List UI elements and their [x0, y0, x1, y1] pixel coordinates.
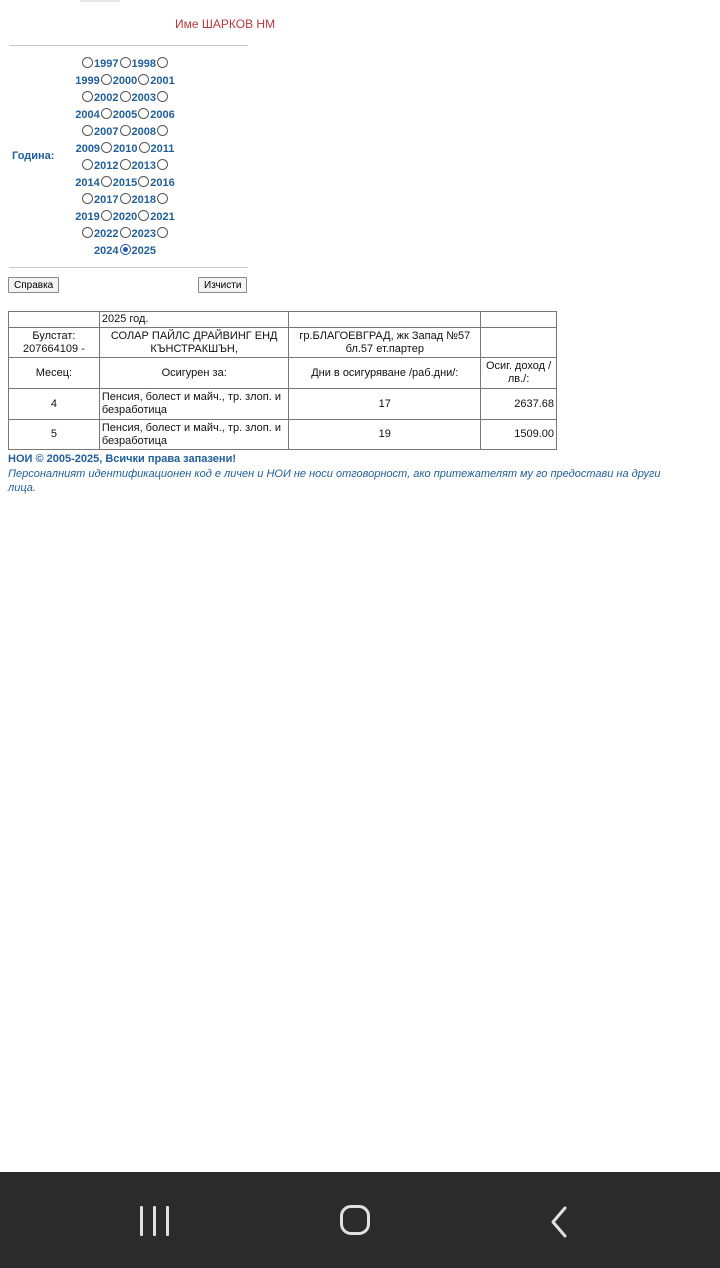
year-option-label[interactable]: 2015	[112, 177, 138, 189]
row-days: 19	[289, 420, 481, 450]
year-row	[60, 56, 190, 73]
year-radio[interactable]	[138, 210, 149, 221]
year-radio[interactable]	[157, 193, 168, 204]
year-option-label[interactable]: 2002	[94, 92, 119, 104]
divider-bottom	[9, 267, 248, 268]
header-days: Дни в осигуряване /раб.дни/:	[289, 358, 481, 389]
year-option-label[interactable]: 1998	[131, 58, 156, 70]
row-month: 4	[9, 389, 100, 420]
row-insured-for: Пенсия, болест и майч., тр. злоп. и безработица	[99, 389, 289, 420]
copyright-text: НОИ © 2005-2025, Всички права запазени!	[8, 453, 236, 465]
bulstat-cell	[9, 328, 100, 358]
year-radio[interactable]	[138, 108, 149, 119]
year-radio[interactable]	[120, 159, 131, 170]
year-radio[interactable]	[157, 227, 168, 238]
row-income: 1509.00	[481, 420, 557, 450]
table-empty-cell	[289, 312, 481, 328]
table-empty-cell	[481, 312, 557, 328]
year-row	[60, 124, 190, 141]
year-radio[interactable]	[82, 159, 93, 170]
divider-top	[9, 45, 248, 46]
year-radio[interactable]	[138, 176, 149, 187]
header-month: Месец:	[9, 358, 100, 389]
insurance-report-table	[8, 311, 557, 450]
row-insured-for: Пенсия, болест и майч., тр. злоп. и безработица	[99, 420, 289, 450]
year-radio[interactable]	[157, 91, 168, 102]
year-option-label[interactable]: 2003	[131, 92, 156, 104]
year-option-label[interactable]: 2007	[94, 126, 119, 138]
year-option-label[interactable]: 2001	[150, 75, 175, 87]
year-header-cell: 2025 год.	[99, 312, 289, 328]
year-radio[interactable]	[120, 57, 131, 68]
year-row	[60, 141, 190, 158]
row-month: 5	[9, 420, 100, 450]
table-row	[9, 389, 557, 420]
year-row	[60, 90, 190, 107]
year-radio[interactable]	[157, 125, 168, 136]
year-radio[interactable]	[120, 91, 131, 102]
employer-name: СОЛАР ПАЙЛС ДРАЙВИНГ ЕНД КЪНСТРАКШЪН,	[99, 328, 289, 358]
year-row	[60, 175, 190, 192]
header-income: Осиг. доход /лв./:	[481, 358, 557, 389]
year-option-label[interactable]: 2013	[131, 160, 156, 172]
year-radio[interactable]	[120, 125, 131, 136]
recents-icon[interactable]	[140, 1206, 172, 1236]
year-option-label[interactable]: 2014	[75, 177, 100, 189]
year-option-label[interactable]: 2010	[113, 143, 138, 155]
year-option-label[interactable]: 1997	[94, 58, 119, 70]
year-radio[interactable]	[101, 142, 112, 153]
year-radio[interactable]	[101, 74, 112, 85]
year-option-label[interactable]: 2022	[94, 228, 119, 240]
year-option-label[interactable]: 2021	[150, 211, 175, 223]
year-row	[60, 226, 190, 243]
year-option-label[interactable]: 2018	[131, 194, 156, 206]
year-option-label[interactable]: 2016	[150, 177, 175, 189]
year-row	[60, 209, 190, 226]
year-radio[interactable]	[101, 176, 112, 187]
android-navigation-bar	[0, 1172, 720, 1268]
year-radio-group	[60, 56, 190, 260]
top-edge-stub	[80, 0, 120, 2]
year-option-label[interactable]: 2011	[150, 143, 175, 155]
year-row	[60, 107, 190, 124]
year-option-label[interactable]: 2005	[112, 109, 138, 121]
year-radio[interactable]	[120, 193, 131, 204]
back-icon[interactable]	[545, 1204, 573, 1240]
year-radio[interactable]	[157, 159, 168, 170]
year-row	[60, 73, 190, 90]
year-radio[interactable]	[82, 193, 93, 204]
year-option-label[interactable]: 2008	[131, 126, 156, 138]
home-icon[interactable]	[340, 1205, 370, 1235]
year-option-label[interactable]: 2012	[94, 160, 119, 172]
year-radio[interactable]	[82, 227, 93, 238]
year-option-label[interactable]: 2004	[75, 109, 100, 121]
year-radio[interactable]	[82, 125, 93, 136]
year-row	[60, 158, 190, 175]
year-option-label[interactable]: 2017	[94, 194, 119, 206]
year-radio-selected[interactable]	[120, 244, 131, 255]
year-option-label[interactable]: 2025	[131, 245, 156, 257]
year-radio[interactable]	[138, 74, 149, 85]
year-option-label[interactable]: 2024	[94, 245, 119, 257]
year-option-label[interactable]: 2023	[131, 228, 156, 240]
clear-button[interactable]: Изчисти	[198, 277, 247, 293]
year-option-label[interactable]: 2009	[75, 143, 101, 155]
year-option-label[interactable]: 2006	[150, 109, 175, 121]
year-option-label[interactable]: 2020	[112, 211, 138, 223]
year-radio[interactable]	[101, 108, 112, 119]
year-radio[interactable]	[101, 210, 112, 221]
employer-address: гр.БЛАГОЕВГРАД, жк Запад №57 бл.57 ет.партер	[289, 328, 481, 358]
row-income: 2637.68	[481, 389, 557, 420]
year-radio[interactable]	[157, 57, 168, 68]
year-row	[60, 192, 190, 209]
year-radio[interactable]	[82, 57, 93, 68]
year-label: Година:	[12, 150, 55, 162]
year-row	[60, 243, 190, 260]
table-empty-cell	[481, 328, 557, 358]
report-button[interactable]: Справка	[8, 277, 59, 293]
row-days: 17	[289, 389, 481, 420]
table-row	[9, 420, 557, 450]
person-name: Име ШАРКОВ НМ	[175, 17, 276, 31]
year-option-label[interactable]: 2019	[75, 211, 100, 223]
header-insured-for: Осигурен за:	[99, 358, 289, 389]
year-radio[interactable]	[82, 91, 93, 102]
bulstat-value: 207664109 -	[23, 342, 85, 355]
year-option-label[interactable]: 1999	[75, 75, 100, 87]
table-corner-cell	[9, 312, 100, 328]
year-option-label[interactable]: 2000	[112, 75, 138, 87]
year-radio[interactable]	[139, 142, 150, 153]
year-radio[interactable]	[120, 227, 131, 238]
bulstat-label: Булстат:	[32, 329, 76, 342]
disclaimer-text: Персоналният идентификационен код е личен и НОИ не носи отговорност, ако притежателят му го предостави на други лица.	[8, 468, 661, 494]
